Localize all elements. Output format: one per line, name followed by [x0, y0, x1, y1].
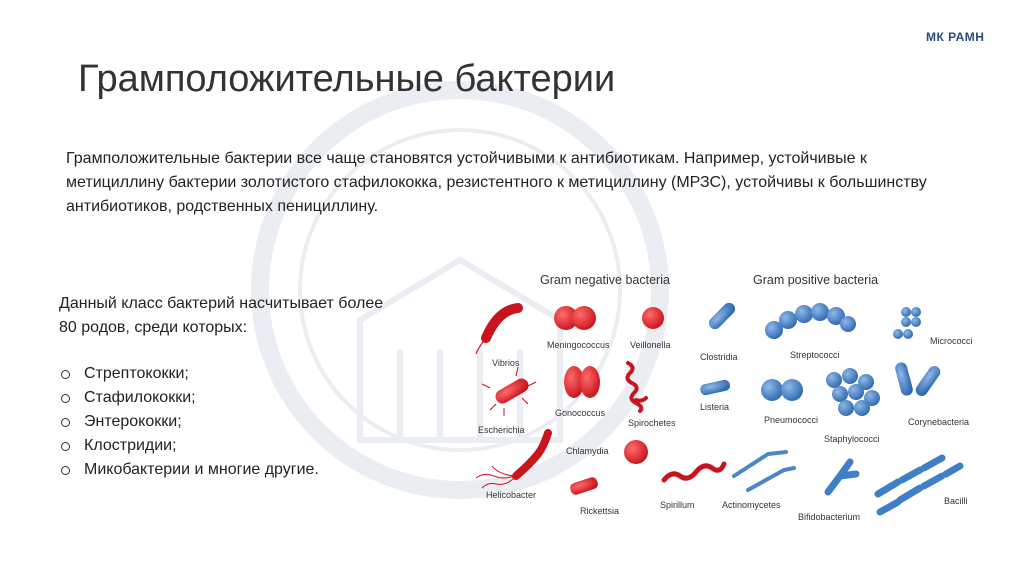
- rickettsia-cell: [569, 476, 599, 496]
- pneumococci-cell: [761, 379, 803, 401]
- label-listeria: Listeria: [700, 402, 730, 412]
- label-chlamydia: Chlamydia: [566, 446, 609, 456]
- gram-negative-title: Gram negative bacteria: [540, 273, 670, 287]
- vibrio-cell: [476, 308, 518, 354]
- genus-label: Стрептококки;: [84, 365, 189, 382]
- label-escherichia: Escherichia: [478, 425, 525, 435]
- staphylococci-cell: [826, 368, 880, 416]
- label-micrococci: Micrococci: [930, 336, 973, 346]
- label-actinomycetes: Actinomycetes: [722, 500, 781, 510]
- genus-label: Микобактерии и многие другие.: [84, 461, 319, 478]
- genus-label: Стафилококки;: [84, 389, 196, 406]
- listeria-cell: [699, 379, 731, 396]
- label-spirochetes: Spirochetes: [628, 418, 676, 428]
- actinomycetes-cell: [734, 452, 794, 490]
- helicobacter-cell: [476, 433, 548, 488]
- label-gonococcus: Gonococcus: [555, 408, 606, 418]
- streptococci-cell: [765, 303, 856, 339]
- genera-count-text: Данный класс бактерий насчитывает более 80 родов, среди которых:: [59, 295, 384, 336]
- label-staphylococci: Staphylococci: [824, 434, 880, 444]
- label-rickettsia: Rickettsia: [580, 506, 620, 516]
- slide-title: Грамположительные бактерии: [78, 58, 616, 100]
- label-bacilli: Bacilli: [944, 496, 968, 506]
- genera-list: [59, 362, 319, 482]
- intro-paragraph: Грамположительные бактерии все чаще становятся устойчивыми к антибиотикам. Например, устойчивые к метициллину бактерии золотистого стафилококка, резистентного к метициллину (МРЗС), устойчивы к большинству антибиотиков, родственных пенициллину.: [66, 150, 927, 215]
- circle-bullet-icon: [61, 370, 70, 379]
- circle-bullet-icon: [61, 394, 70, 403]
- spirillum-cell: [664, 464, 724, 480]
- micrococci-cell: [893, 307, 921, 339]
- meningococcus-cell: [554, 306, 596, 330]
- gonococcus-cell: [564, 366, 600, 398]
- label-bifidobacterium: Bifidobacterium: [798, 512, 861, 522]
- label-pneumococci: Pneumococci: [764, 415, 819, 425]
- list-item: [59, 362, 319, 386]
- bacteria-illustration: [468, 258, 988, 570]
- circle-bullet-icon: [61, 442, 70, 451]
- list-item: [59, 458, 319, 482]
- circle-bullet-icon: [61, 418, 70, 427]
- label-spirillum: Spirillum: [660, 500, 695, 510]
- list-item: [59, 434, 319, 458]
- label-helicobacter: Helicobacter: [486, 490, 537, 500]
- clostridia-cell: [706, 300, 737, 331]
- label-meningococcus: Meningococcus: [547, 340, 610, 350]
- genus-label: Энтерококки;: [84, 413, 182, 430]
- spirochete-cell: [627, 363, 646, 411]
- list-item: [59, 386, 319, 410]
- label-corynebacteria: Corynebacteria: [908, 417, 970, 427]
- list-item: [59, 410, 319, 434]
- circle-bullet-icon: [61, 466, 70, 475]
- bifidobacterium-cell: [828, 462, 856, 492]
- corynebacteria-cell: [894, 361, 943, 398]
- brand-label: МК РАМН: [926, 30, 985, 44]
- gram-positive-title: Gram positive bacteria: [753, 273, 879, 287]
- chlamydia-cell: [624, 440, 648, 464]
- genus-label: Клостридии;: [84, 437, 177, 454]
- label-veillonella: Veillonella: [630, 340, 671, 350]
- label-clostridia: Clostridia: [700, 352, 738, 362]
- label-streptococci: Streptococci: [790, 350, 840, 360]
- escherichia-cell: [482, 367, 536, 416]
- veillonella-cell: [642, 307, 664, 329]
- label-vibrios: Vibrios: [492, 358, 520, 368]
